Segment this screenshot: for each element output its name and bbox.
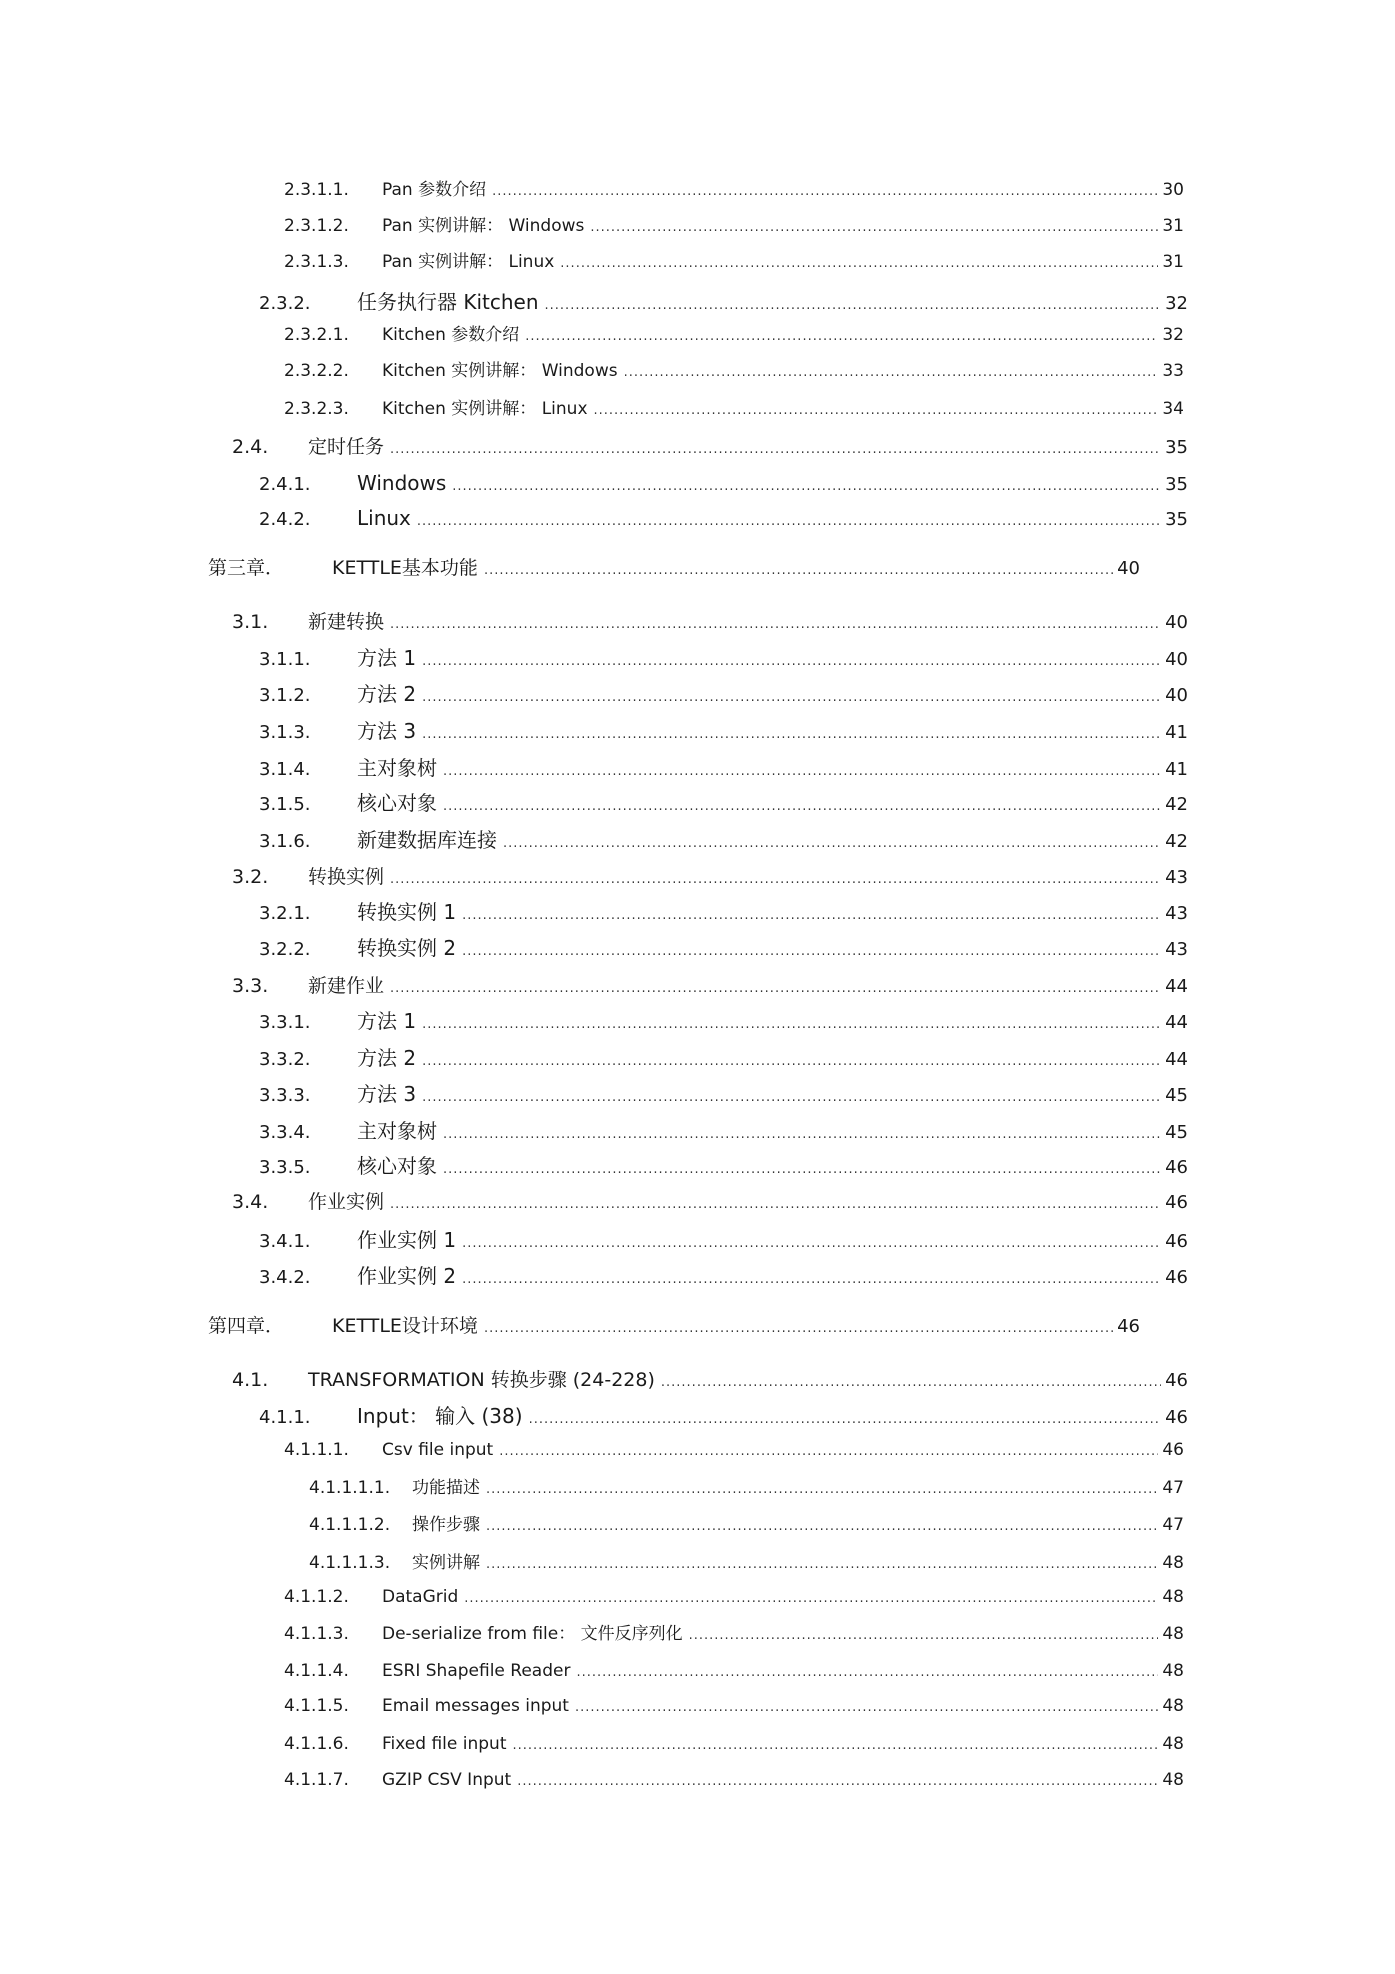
toc-entry-page: 47 [1162,1515,1184,1535]
toc-entry[interactable] [259,756,1188,780]
toc-entry-title: 核心对象 [357,791,437,815]
toc-leader-dots [443,1123,1161,1147]
toc-entry-number: 3.1.2. [259,685,311,706]
toc-entry-number: 2.4.2. [259,509,311,530]
toc-entry-number: 2.4.1. [259,474,311,495]
toc-entry[interactable] [284,1768,1184,1792]
toc-entry[interactable] [284,250,1184,274]
toc-leader-dots [390,1193,1161,1217]
toc-entry-number: 3.4.1. [259,1231,311,1252]
toc-leader-dots [594,399,1159,423]
toc-entry-number: 4.1.1.7. [284,1770,349,1790]
toc-entry-page: 35 [1165,474,1188,495]
toc-entry-number: 4.1.1.1.2. [309,1515,391,1535]
toc-entry-page: 46 [1165,1407,1188,1428]
toc-entry[interactable] [284,1659,1184,1683]
toc-entry-title: 转换实例 2 [357,936,457,960]
toc-entry-title: 方法 1 [357,646,417,670]
toc-leader-dots [390,438,1161,462]
toc-leader-dots [512,1734,1158,1758]
toc-entry-number: 2.3.1.1. [284,180,349,200]
toc-entry-page: 46 [1117,1316,1140,1337]
toc-entry[interactable] [259,1082,1188,1106]
toc-leader-dots [462,940,1161,964]
toc-leader-dots [390,868,1161,892]
toc-entry-title: Kitchen 实例讲解： Linux [382,399,588,419]
toc-entry-number: 2.3.2. [259,293,311,314]
toc-entry-number: 2.3.1.3. [284,252,349,272]
toc-entry-number: 2.4. [232,436,269,458]
toc-entry-title: Pan 实例讲解： Linux [382,252,555,272]
toc-entry-page: 48 [1162,1734,1184,1754]
toc-entry-page: 44 [1165,1049,1188,1070]
toc-entry[interactable] [259,1228,1188,1252]
toc-entry-page: 31 [1162,216,1184,236]
toc-leader-dots [422,1050,1161,1074]
toc-leader-dots [484,559,1113,583]
toc-entry-title: Pan 参数介绍 [382,180,487,200]
toc-entry-title: 转换实例 1 [357,900,457,924]
toc-entry[interactable] [259,1046,1188,1070]
toc-leader-dots [624,361,1159,385]
toc-entry-page: 45 [1165,1085,1188,1106]
toc-entry-page: 48 [1162,1624,1184,1644]
toc-entry[interactable] [259,1404,1188,1428]
toc-entry-page: 46 [1162,1440,1184,1460]
toc-entry-page: 42 [1165,794,1188,815]
toc-entry[interactable] [284,359,1184,383]
toc-entry-page: 46 [1165,1370,1188,1391]
toc-entry-title: Linux [357,506,411,530]
toc-leader-dots [545,294,1162,318]
toc-entry-title: 任务执行器 Kitchen [357,290,539,314]
toc-entry-number: 4.1.1.4. [284,1661,349,1681]
toc-leader-dots [484,1317,1113,1341]
toc-entry[interactable] [232,1368,1188,1392]
toc-entry-page: 44 [1165,1012,1188,1033]
toc-leader-dots [443,1158,1161,1182]
toc-entry-number: 4.1.1.6. [284,1734,349,1754]
toc-entry-number: 3.3.3. [259,1085,311,1106]
toc-entry-title: KETTLE基本功能 [332,557,478,579]
toc-entry[interactable] [309,1513,1184,1537]
toc-entry[interactable] [259,719,1188,743]
toc-leader-dots [417,510,1161,534]
toc-entry[interactable] [284,397,1184,421]
toc-leader-dots [499,1440,1158,1464]
toc-leader-dots [486,1515,1158,1539]
toc-entry-number: 2.3.2.2. [284,361,349,381]
toc-entry-number: 4.1.1.1. [284,1440,349,1460]
toc-entry[interactable] [259,936,1188,960]
toc-entry-title: GZIP CSV Input [382,1770,512,1790]
toc-entry-page: 43 [1165,939,1188,960]
toc-entry-page: 43 [1165,903,1188,924]
toc-entry-title: 新建数据库连接 [357,828,497,852]
toc-leader-dots [464,1587,1158,1611]
toc-entry-page: 30 [1162,180,1184,200]
toc-entry[interactable] [232,865,1188,889]
toc-entry-number: 2.3.2.1. [284,325,349,345]
toc-entry-number: 3.2.2. [259,939,311,960]
toc-entry[interactable] [284,1622,1184,1646]
toc-entry[interactable] [309,1476,1184,1500]
toc-entry-title: 作业实例 2 [357,1264,457,1288]
toc-entry-page: 32 [1162,325,1184,345]
toc-entry-number: 3.1.1. [259,649,311,670]
toc-entry-number: 3.1.6. [259,831,311,852]
toc-entry[interactable] [259,1119,1188,1143]
toc-leader-dots [486,1553,1158,1577]
toc-entry-title: 方法 2 [357,682,417,706]
toc-entry-number: 3.3.2. [259,1049,311,1070]
toc-entry-page: 48 [1162,1587,1184,1607]
toc-entry-page: 40 [1165,649,1188,670]
toc-leader-dots [492,180,1158,204]
toc-entry-page: 32 [1165,293,1188,314]
toc-entry[interactable] [284,1694,1184,1718]
toc-entry-title: Kitchen 参数介绍 [382,325,520,345]
toc-entry[interactable] [232,974,1188,998]
toc-entry-page: 34 [1162,399,1184,419]
toc-leader-dots [661,1371,1161,1395]
toc-entry[interactable] [284,1438,1184,1462]
toc-entry-page: 40 [1165,685,1188,706]
toc-entry-title: Pan 实例讲解： Windows [382,216,585,236]
toc-entry-number: 第三章． [208,557,285,579]
toc-entry-number: 4.1.1.2. [284,1587,349,1607]
toc-leader-dots [576,1661,1158,1685]
toc-entry-number: 4.1.1.3. [284,1624,349,1644]
toc-entry-title: 作业实例 1 [357,1228,457,1252]
toc-entry-page: 48 [1162,1696,1184,1716]
toc-entry[interactable] [208,1314,1140,1338]
toc-entry-title: 作业实例 [308,1191,385,1213]
toc-entry[interactable] [284,1585,1184,1609]
toc-entry-title: 操作步骤 [412,1515,480,1535]
toc-leader-dots [422,686,1161,710]
toc-entry-number: 2.3.1.2. [284,216,349,236]
toc-entry-title: 新建转换 [308,611,385,633]
toc-entry[interactable] [232,435,1188,459]
toc-leader-dots [390,977,1161,1001]
toc-leader-dots [503,832,1161,856]
toc-entry-number: 3.4. [232,1191,269,1213]
toc-entry-title: Csv file input [382,1440,494,1460]
toc-entry-number: 3.1.5. [259,794,311,815]
toc-leader-dots [443,795,1161,819]
toc-entry[interactable] [259,900,1188,924]
toc-entry[interactable] [259,290,1188,314]
toc-entry-title: 新建作业 [308,975,385,997]
toc-entry-page: 48 [1162,1553,1184,1573]
toc-entry-title: Email messages input [382,1696,569,1716]
toc-entry-number: 3.3. [232,975,269,997]
toc-entry-number: 3.4.2. [259,1267,311,1288]
toc-entry[interactable] [309,1551,1184,1575]
toc-entry-title: 功能描述 [412,1478,480,1498]
toc-leader-dots [422,1013,1161,1037]
toc-leader-dots [422,723,1161,747]
toc-entry-page: 46 [1165,1192,1188,1213]
toc-entry[interactable] [284,323,1184,347]
toc-entry-number: 3.1.4. [259,759,311,780]
toc-entry-title: 方法 3 [357,719,417,743]
toc-entry-title: 实例讲解 [412,1553,480,1573]
toc-entry-title: TRANSFORMATION 转换步骤 (24-228) [308,1369,655,1391]
toc-entry-title: KETTLE设计环境 [332,1315,478,1337]
toc-entry-page: 40 [1117,558,1140,579]
toc-entry-title: 主对象树 [357,1119,437,1143]
toc-entry-number: 3.3.4. [259,1122,311,1143]
toc-entry-page: 35 [1165,509,1188,530]
toc-entry-title: Input： 输入 (38) [357,1404,523,1428]
toc-entry[interactable] [284,1732,1184,1756]
toc-entry-page: 31 [1162,252,1184,272]
toc-leader-dots [529,1408,1162,1432]
toc-leader-dots [590,216,1158,240]
toc-entry[interactable] [259,471,1188,495]
toc-entry-page: 47 [1162,1478,1184,1498]
toc-leader-dots [525,325,1158,349]
toc-entry-page: 41 [1165,759,1188,780]
toc-entry-title: 核心对象 [357,1154,437,1178]
toc-entry-title: ESRI Shapefile Reader [382,1661,571,1681]
toc-entry-number: 3.3.1. [259,1012,311,1033]
toc-entry[interactable] [284,178,1184,202]
toc-leader-dots [390,613,1161,637]
toc-entry[interactable] [232,610,1188,634]
toc-entry-number: 第四章． [208,1315,285,1337]
toc-leader-dots [462,904,1161,928]
toc-leader-dots [689,1624,1159,1648]
toc-entry-number: 3.1. [232,611,269,633]
toc-entry-title: 定时任务 [308,436,385,458]
toc-leader-dots [462,1268,1161,1292]
toc-entry-page: 46 [1165,1231,1188,1252]
toc-entry-title: 转换实例 [308,866,385,888]
toc-leader-dots [560,252,1158,276]
toc-entry-page: 43 [1165,867,1188,888]
toc-entry-number: 4.1.1. [259,1407,311,1428]
toc-entry-title: Windows [357,471,447,495]
toc-leader-dots [443,760,1161,784]
toc-entry-title: Kitchen 实例讲解： Windows [382,361,618,381]
toc-entry[interactable] [259,1264,1188,1288]
toc-entry-page: 48 [1162,1661,1184,1681]
toc-leader-dots [422,650,1161,674]
toc-entry-number: 4.1.1.1.1. [309,1478,391,1498]
toc-entry-number: 4.1.1.5. [284,1696,349,1716]
toc-entry[interactable] [259,646,1188,670]
toc-entry-page: 35 [1165,437,1188,458]
toc-entry[interactable] [259,791,1188,815]
toc-entry-number: 4.1.1.1.3. [309,1553,391,1573]
toc-entry-page: 33 [1162,361,1184,381]
toc-leader-dots [486,1478,1158,1502]
toc-entry[interactable] [259,682,1188,706]
toc-leader-dots [462,1232,1161,1256]
toc-leader-dots [575,1696,1158,1720]
toc-entry-title: 方法 1 [357,1009,417,1033]
toc-entry-number: 3.2.1. [259,903,311,924]
toc-leader-dots [422,1086,1161,1110]
toc-entry-title: 主对象树 [357,756,437,780]
toc-entry-number: 2.3.2.3. [284,399,349,419]
toc-entry[interactable] [208,556,1140,580]
toc-entry-title: De-serialize from file： 文件反序列化 [382,1624,683,1644]
toc-entry-number: 3.3.5. [259,1157,311,1178]
toc-entry[interactable] [232,1190,1188,1214]
toc-entry-title: 方法 3 [357,1082,417,1106]
toc-entry[interactable] [284,214,1184,238]
toc-entry-page: 40 [1165,612,1188,633]
toc-entry[interactable] [259,506,1188,530]
toc-leader-dots [452,475,1161,499]
toc-entry-title: DataGrid [382,1587,459,1607]
toc-entry-page: 45 [1165,1122,1188,1143]
toc-leader-dots [517,1770,1158,1794]
toc-entry-page: 42 [1165,831,1188,852]
toc-entry-number: 3.1.3. [259,722,311,743]
toc-entry-number: 3.2. [232,866,269,888]
toc-entry-page: 41 [1165,722,1188,743]
toc-entry[interactable] [259,828,1188,852]
toc-entry-page: 46 [1165,1157,1188,1178]
toc-entry[interactable] [259,1154,1188,1178]
toc-entry-page: 48 [1162,1770,1184,1790]
toc-entry-page: 44 [1165,976,1188,997]
toc-entry-number: 4.1. [232,1369,269,1391]
toc-entry-title: 方法 2 [357,1046,417,1070]
toc-entry-page: 46 [1165,1267,1188,1288]
toc-entry[interactable] [259,1009,1188,1033]
toc-entry-title: Fixed file input [382,1734,507,1754]
